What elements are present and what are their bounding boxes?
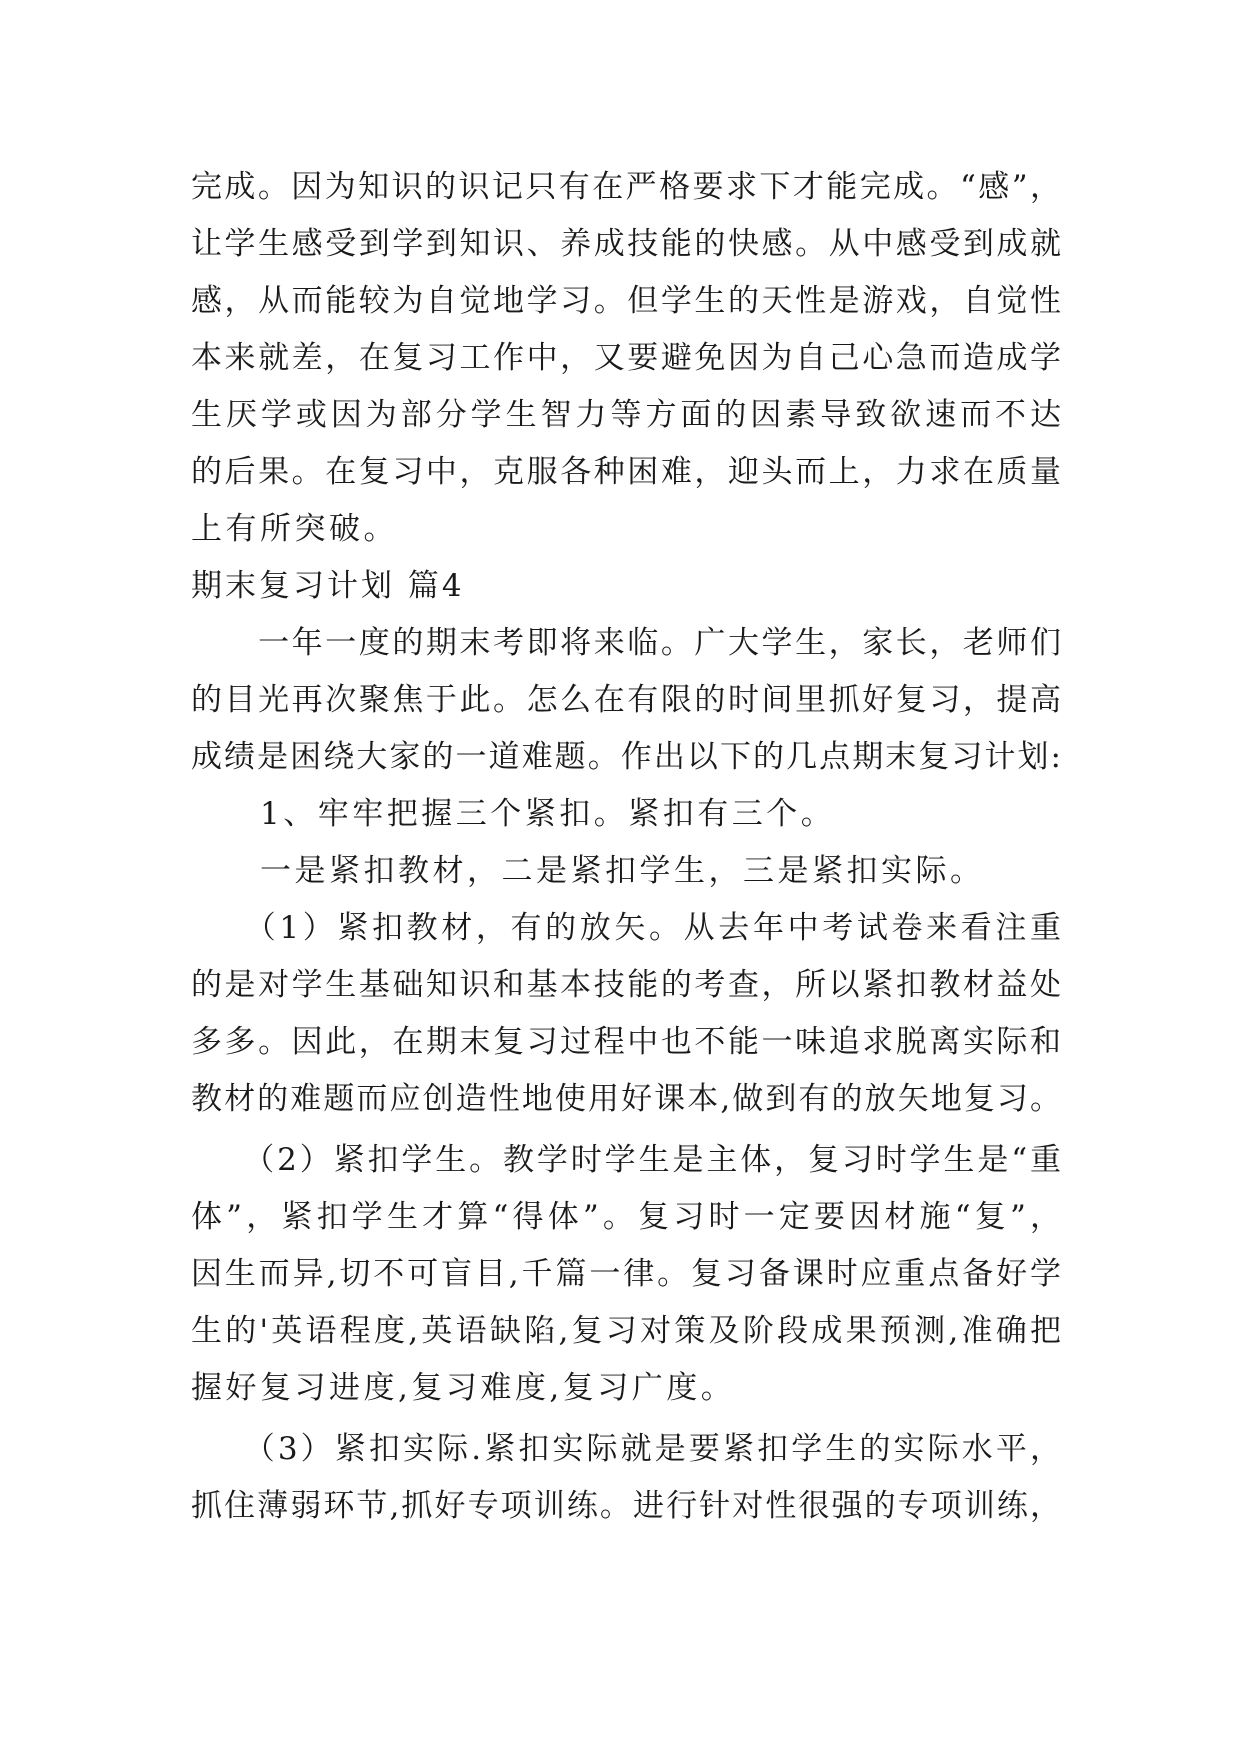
text-line: 多多。因此，在期末复习过程中也不能一味追求脱离实际和 xyxy=(191,1024,1061,1060)
text-line: （3）紧扣实际.紧扣实际就是要紧扣学生的实际水平， xyxy=(191,1431,1061,1467)
text-line: 一是紧扣教材，二是紧扣学生，三是紧扣实际。 xyxy=(191,853,985,889)
text-line: 本来就差，在复习工作中，又要避免因为自己心急而造成学 xyxy=(191,340,1061,376)
text-line: 完成。因为知识的识记只有在严格要求下才能完成。“感”， xyxy=(191,169,1061,205)
text-line: 抓住薄弱环节,抓好专项训练。进行针对性很强的专项训练， xyxy=(191,1488,1061,1524)
text-line: 感，从而能较为自觉地学习。但学生的天性是游戏，自觉性 xyxy=(191,283,1061,319)
text-line: 的后果。在复习中，克服各种困难，迎头而上，力求在质量 xyxy=(191,454,1061,490)
text-line: 上有所突破。 xyxy=(191,511,398,547)
text-line: （1）紧扣教材，有的放矢。从去年中考试卷来看注重 xyxy=(191,910,1061,946)
text-line: 的目光再次聚焦于此。怎么在有限的时间里抓好复习，提高 xyxy=(191,682,1061,718)
text-line: 一年一度的期末考即将来临。广大学生，家长，老师们 xyxy=(191,625,1061,661)
text-line: 生的'英语程度,英语缺陷,复习对策及阶段成果预测,准确把 xyxy=(191,1313,1061,1349)
text-line: 因生而异,切不可盲目,千篇一律。复习备课时应重点备好学 xyxy=(191,1256,1061,1292)
text-line: 让学生感受到学到知识、养成技能的快感。从中感受到成就 xyxy=(191,226,1061,262)
text-line: 1、牢牢把握三个紧扣。紧扣有三个。 xyxy=(191,796,836,832)
text-line: 生厌学或因为部分学生智力等方面的因素导致欲速而不达 xyxy=(191,397,1061,433)
text-line: 的是对学生基础知识和基本技能的考查，所以紧扣教材益处 xyxy=(191,967,1061,1003)
text-line: 教材的难题而应创造性地使用好课本,做到有的放矢地复习。 xyxy=(191,1081,1061,1117)
text-line: 体”，紧扣学生才算“得体”。复习时一定要因材施“复”， xyxy=(191,1199,1061,1235)
text-line: （2）紧扣学生。教学时学生是主体，复习时学生是“重 xyxy=(191,1142,1061,1178)
section-heading: 期末复习计划 篇4 xyxy=(191,568,465,604)
text-line: 握好复习进度,复习难度,复习广度。 xyxy=(191,1370,736,1406)
text-line: 成绩是困绕大家的一道难题。作出以下的几点期末复习计划: xyxy=(191,739,1061,775)
